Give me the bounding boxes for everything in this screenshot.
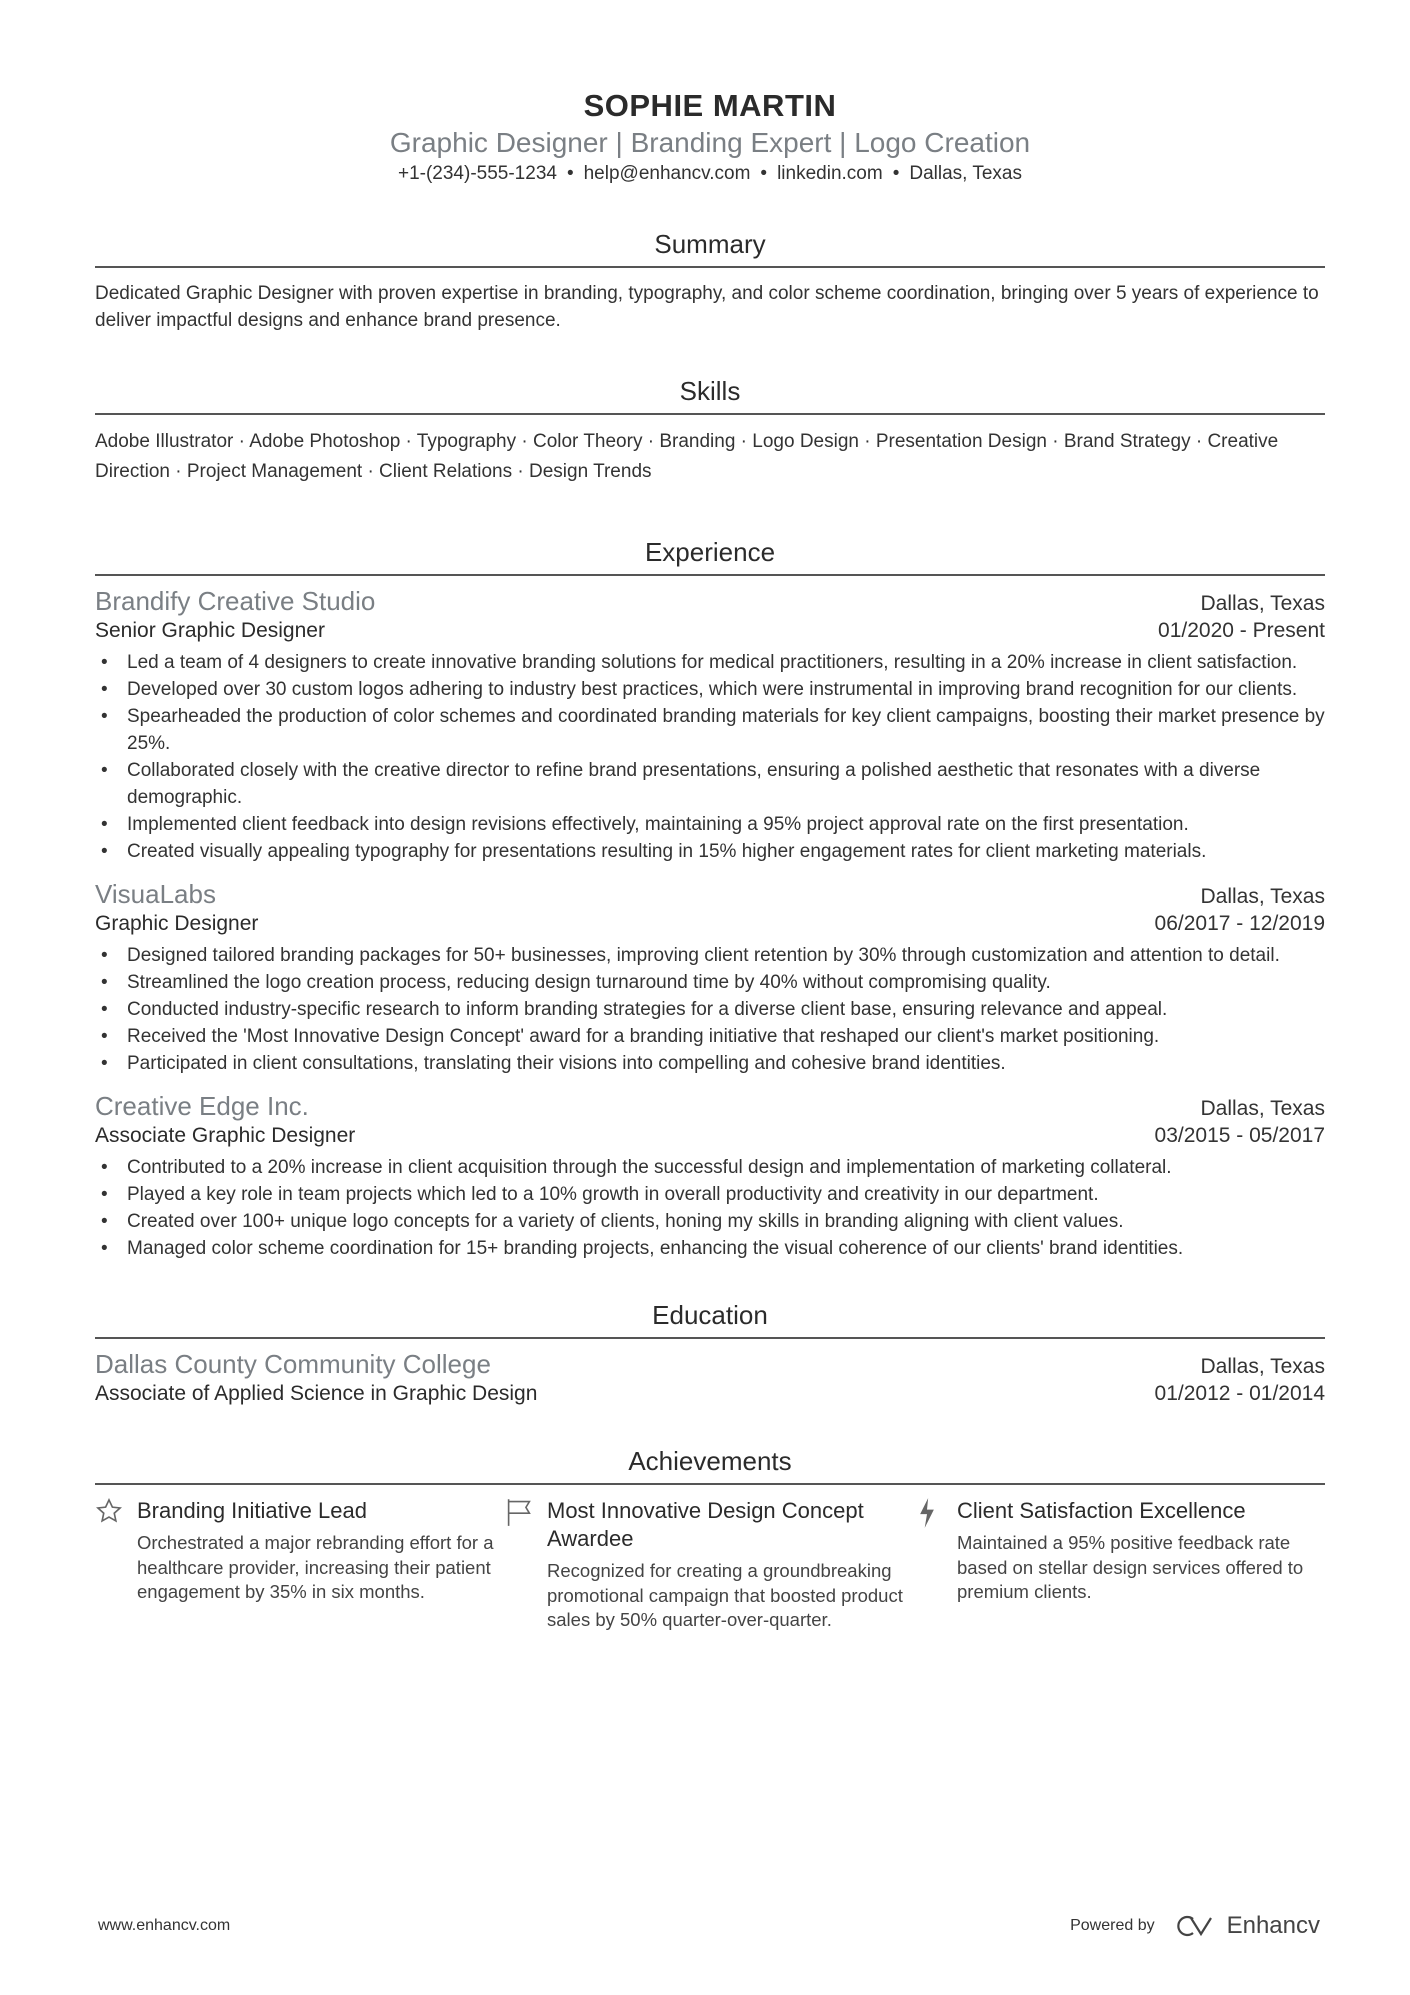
achievement-item — [95, 1497, 505, 1633]
powered-by-label: Powered by — [1070, 1917, 1155, 1934]
education-entry — [95, 1349, 1325, 1406]
job-bullets — [95, 649, 1325, 865]
job-bullet: • Collaborated closely with the creative director to refine brand presentations, ensuring a polished aesthetic that resonates with a diverse demographic. — [95, 757, 1325, 811]
experience-heading: Experience — [95, 537, 1325, 576]
job-bullets — [95, 942, 1325, 1077]
footer — [98, 1912, 1320, 1940]
education-heading: Education — [95, 1300, 1325, 1339]
linkedin-link[interactable]: linkedin.com — [777, 163, 883, 184]
job-dates: 01/2020 - Present — [1158, 619, 1325, 642]
job-bullet: • Received the 'Most Innovative Design Concept' award for a branding initiative that reshaped our client's market positioning. — [95, 1023, 1325, 1050]
job-role: Associate Graphic Designer — [95, 1124, 356, 1147]
company-name: Creative Edge Inc. — [95, 1091, 309, 1121]
achievements-list — [95, 1497, 1325, 1633]
job-dates: 03/2015 - 05/2017 — [1154, 1124, 1325, 1147]
candidate-name: SOPHIE MARTIN — [583, 88, 837, 123]
job-bullet: • Created over 100+ unique logo concepts for a variety of clients, honing my skills in branding aligning with client values. — [95, 1208, 1325, 1235]
job-bullet: • Spearheaded the production of color schemes and coordinated branding materials for key client campaigns, boosting their market presence by 25%. — [95, 703, 1325, 757]
star-icon — [95, 1497, 137, 1633]
achievement-description: Orchestrated a major rebranding effort for a healthcare provider, increasing their patient engagement by 35% in six months. — [137, 1532, 494, 1602]
job-bullet: • Played a key role in team projects which led to a 10% growth in overall productivity and creativity in our department. — [95, 1181, 1325, 1208]
job-entry — [95, 586, 1325, 865]
job-location: Dallas, Texas — [1200, 1097, 1325, 1120]
achievement-description: Recognized for creating a groundbreaking promotional campaign that boosted product sales by 50% quarter-over-quarter. — [547, 1560, 903, 1630]
achievement-title: Branding Initiative Lead — [137, 1498, 367, 1523]
skills-text: Adobe Illustrator · Adobe Photoshop · Typography · Color Theory · Branding · Logo Design · Presentation Design · Brand Strategy · Creative Direction · Project Management · Client Relations · Design Trends — [95, 431, 1279, 482]
achievement-description: Maintained a 95% positive feedback rate based on stellar design services offered to premium clients. — [957, 1532, 1304, 1602]
job-bullet: • Designed tailored branding packages for 50+ businesses, improving client retention by 30% through customization and attention to detail. — [95, 942, 1325, 969]
job-bullet: • Implemented client feedback into design revisions effectively, maintaining a 95% project approval rate on the first presentation. — [95, 811, 1325, 838]
job-bullet: • Streamlined the logo creation process, reducing design turnaround time by 40% without compromising quality. — [95, 969, 1325, 996]
job-bullet: • Led a team of 4 designers to create innovative branding solutions for medical practitioners, resulting in a 20% increase in client satisfaction. — [95, 649, 1325, 676]
job-location: Dallas, Texas — [1200, 885, 1325, 908]
job-role: Graphic Designer — [95, 912, 259, 935]
company-name: Brandify Creative Studio — [95, 586, 376, 616]
school-name: Dallas County Community College — [95, 1349, 491, 1379]
job-bullets — [95, 1154, 1325, 1262]
education-dates: 01/2012 - 01/2014 — [1154, 1382, 1325, 1405]
achievement-title: Client Satisfaction Excellence — [957, 1498, 1246, 1523]
flag-icon — [505, 1497, 547, 1633]
achievements-heading: Achievements — [95, 1446, 1325, 1485]
summary-heading: Summary — [95, 229, 1325, 268]
job-location: Dallas, Texas — [1200, 592, 1325, 615]
achievement-item — [915, 1497, 1325, 1633]
achievement-item — [505, 1497, 915, 1633]
location: Dallas, Texas — [909, 163, 1022, 184]
summary-text: Dedicated Graphic Designer with proven expertise in branding, typography, and color scheme coordination, bringing over 5 years of experience to deliver impactful designs and enhance brand presence. — [95, 283, 1319, 331]
job-bullet: • Developed over 30 custom logos adhering to industry best practices, which were instrumental in improving brand recognition for our clients. — [95, 676, 1325, 703]
skills-heading: Skills — [95, 376, 1325, 415]
enhancv-logo-text: Enhancv — [1226, 1912, 1320, 1939]
company-name: VisuaLabs — [95, 879, 216, 909]
job-dates: 06/2017 - 12/2019 — [1154, 912, 1325, 935]
lightning-icon — [915, 1497, 957, 1633]
website-link[interactable]: www.enhancv.com — [98, 1917, 231, 1934]
job-entry — [95, 879, 1325, 1077]
contact-info: +1-(234)-555-1234 • help@enhancv.com • linkedin.com • Dallas, Texas — [397, 163, 1022, 184]
job-bullet: • Contributed to a 20% increase in client acquisition through the successful design and implementation of marketing collateral. — [95, 1154, 1325, 1181]
job-bullet: • Created visually appealing typography for presentations resulting in 15% higher engagement rates for client marketing materials. — [95, 838, 1325, 865]
achievement-title: Most Innovative Design Concept Awardee — [547, 1498, 864, 1551]
candidate-title: Graphic Designer | Branding Expert | Logo Creation — [389, 127, 1031, 158]
resume-page — [95, 0, 1325, 1633]
school-location: Dallas, Texas — [1200, 1355, 1325, 1378]
phone: +1-(234)-555-1234 — [397, 163, 557, 184]
job-bullet: • Conducted industry-specific research to inform branding strategies for a diverse client base, ensuring relevance and appeal. — [95, 996, 1325, 1023]
degree: Associate of Applied Science in Graphic Design — [95, 1382, 538, 1405]
job-entry — [95, 1091, 1325, 1262]
job-bullet: • Participated in client consultations, translating their visions into compelling and cohesive brand identities. — [95, 1050, 1325, 1077]
experience-list — [95, 586, 1325, 1262]
email-link[interactable]: help@enhancv.com — [583, 163, 751, 184]
job-bullet: • Managed color scheme coordination for 15+ branding projects, enhancing the visual coherence of our clients' brand identities. — [95, 1235, 1325, 1262]
powered-by — [1070, 1912, 1320, 1940]
job-role: Senior Graphic Designer — [95, 619, 325, 642]
enhancv-logo-icon — [1173, 1914, 1219, 1938]
